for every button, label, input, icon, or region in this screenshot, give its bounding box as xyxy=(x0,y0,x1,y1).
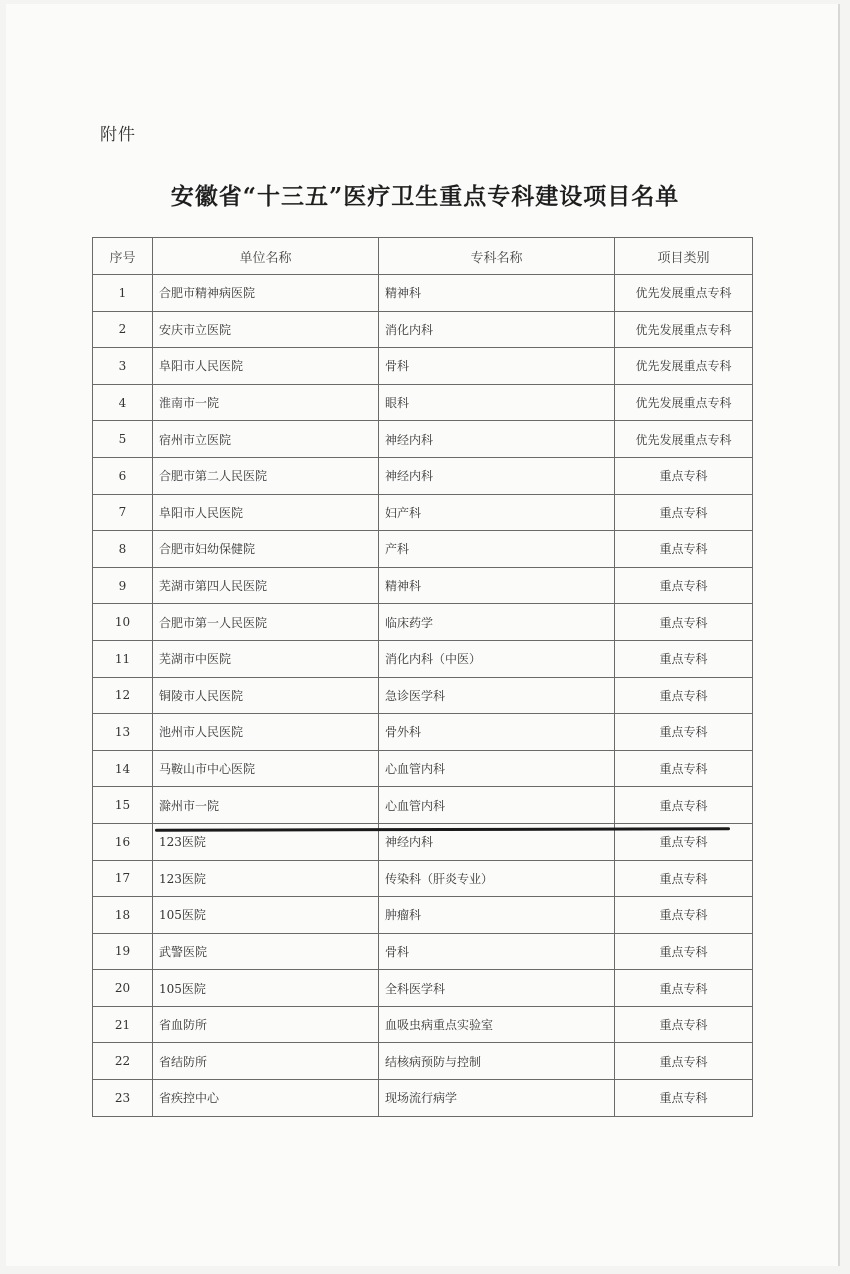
category-cell: 重点专科 xyxy=(615,750,753,787)
category-cell: 重点专科 xyxy=(615,1080,753,1117)
unit-name-cell: 省疾控中心 xyxy=(153,1080,379,1117)
table-row xyxy=(93,311,753,348)
category-cell: 重点专科 xyxy=(615,970,753,1007)
row-index: 6 xyxy=(93,457,153,494)
specialty-cell: 眼科 xyxy=(379,384,615,421)
table-row xyxy=(93,787,753,824)
row-index: 1 xyxy=(93,275,153,312)
row-index: 19 xyxy=(93,933,153,970)
specialty-cell: 心血管内科 xyxy=(379,787,615,824)
table-row xyxy=(93,714,753,751)
row-index: 2 xyxy=(93,311,153,348)
category-cell: 重点专科 xyxy=(615,604,753,641)
specialty-cell: 急诊医学科 xyxy=(379,677,615,714)
unit-name-cell: 阜阳市人民医院 xyxy=(153,494,379,531)
table-row xyxy=(93,933,753,970)
row-index: 15 xyxy=(93,787,153,824)
table-row xyxy=(93,348,753,385)
table-header-row xyxy=(93,238,753,275)
category-cell: 优先发展重点专科 xyxy=(615,421,753,458)
specialty-cell: 全科医学科 xyxy=(379,970,615,1007)
unit-name-cell: 105医院 xyxy=(153,897,379,934)
category-cell: 重点专科 xyxy=(615,457,753,494)
unit-name-cell: 合肥市第二人民医院 xyxy=(153,457,379,494)
row-index: 10 xyxy=(93,604,153,641)
row-index: 13 xyxy=(93,714,153,751)
table-row xyxy=(93,640,753,677)
row-index: 5 xyxy=(93,421,153,458)
project-list-table xyxy=(92,237,753,1117)
row-index: 12 xyxy=(93,677,153,714)
table-row xyxy=(93,750,753,787)
specialty-cell: 消化内科 xyxy=(379,311,615,348)
unit-name-cell: 合肥市精神病医院 xyxy=(153,275,379,312)
specialty-cell: 精神科 xyxy=(379,275,615,312)
specialty-cell: 临床药学 xyxy=(379,604,615,641)
category-cell: 重点专科 xyxy=(615,714,753,751)
unit-name-cell: 池州市人民医院 xyxy=(153,714,379,751)
category-cell: 重点专科 xyxy=(615,677,753,714)
document-title: 安徽省“十三五”医疗卫生重点专科建设项目名单 xyxy=(170,183,680,210)
table-row xyxy=(93,1043,753,1080)
category-cell: 重点专科 xyxy=(615,897,753,934)
header-project-category: 项目类别 xyxy=(615,238,753,275)
specialty-cell: 结核病预防与控制 xyxy=(379,1043,615,1080)
table-row xyxy=(93,384,753,421)
row-index: 8 xyxy=(93,531,153,568)
unit-name-cell: 芜湖市第四人民医院 xyxy=(153,567,379,604)
category-cell: 重点专科 xyxy=(615,1043,753,1080)
table-row xyxy=(93,494,753,531)
category-cell: 优先发展重点专科 xyxy=(615,384,753,421)
row-index: 17 xyxy=(93,860,153,897)
unit-name-cell: 105医院 xyxy=(153,970,379,1007)
specialty-cell: 妇产科 xyxy=(379,494,615,531)
unit-name-cell: 芜湖市中医院 xyxy=(153,640,379,677)
specialty-cell: 神经内科 xyxy=(379,421,615,458)
specialty-cell: 肿瘤科 xyxy=(379,897,615,934)
table-row xyxy=(93,531,753,568)
row-index: 21 xyxy=(93,1006,153,1043)
unit-name-cell: 滁州市一院 xyxy=(153,787,379,824)
header-unit-name: 单位名称 xyxy=(153,238,379,275)
category-cell: 重点专科 xyxy=(615,567,753,604)
category-cell: 重点专科 xyxy=(615,494,753,531)
category-cell: 优先发展重点专科 xyxy=(615,311,753,348)
specialty-cell: 精神科 xyxy=(379,567,615,604)
table-row xyxy=(93,860,753,897)
table-row xyxy=(93,1006,753,1043)
unit-name-cell: 合肥市第一人民医院 xyxy=(153,604,379,641)
table-row xyxy=(93,897,753,934)
row-index: 9 xyxy=(93,567,153,604)
category-cell: 重点专科 xyxy=(615,1006,753,1043)
row-index: 20 xyxy=(93,970,153,1007)
specialty-cell: 心血管内科 xyxy=(379,750,615,787)
unit-name-cell: 铜陵市人民医院 xyxy=(153,677,379,714)
specialty-cell: 骨科 xyxy=(379,348,615,385)
unit-name-cell: 123医院 xyxy=(153,860,379,897)
table-row xyxy=(93,567,753,604)
unit-name-cell: 马鞍山市中心医院 xyxy=(153,750,379,787)
row-index: 3 xyxy=(93,348,153,385)
row-index: 14 xyxy=(93,750,153,787)
table-row xyxy=(93,604,753,641)
specialty-cell: 神经内科 xyxy=(379,823,615,860)
specialty-cell: 传染科（肝炎专业） xyxy=(379,860,615,897)
unit-name-cell: 淮南市一院 xyxy=(153,384,379,421)
specialty-cell: 消化内科（中医） xyxy=(379,640,615,677)
specialty-cell: 产科 xyxy=(379,531,615,568)
category-cell: 重点专科 xyxy=(615,531,753,568)
specialty-cell: 神经内科 xyxy=(379,457,615,494)
table-row xyxy=(93,421,753,458)
unit-name-cell: 阜阳市人民医院 xyxy=(153,348,379,385)
category-cell: 重点专科 xyxy=(615,787,753,824)
table-row xyxy=(93,275,753,312)
row-index: 22 xyxy=(93,1043,153,1080)
table-row xyxy=(93,457,753,494)
header-index: 序号 xyxy=(93,238,153,275)
category-cell: 重点专科 xyxy=(615,640,753,677)
row-index: 23 xyxy=(93,1080,153,1117)
row-index: 18 xyxy=(93,897,153,934)
category-cell: 重点专科 xyxy=(615,933,753,970)
row-index: 4 xyxy=(93,384,153,421)
category-cell: 优先发展重点专科 xyxy=(615,348,753,385)
specialty-cell: 骨科 xyxy=(379,933,615,970)
table-row xyxy=(93,1080,753,1117)
category-cell: 重点专科 xyxy=(615,860,753,897)
unit-name-cell: 合肥市妇幼保健院 xyxy=(153,531,379,568)
unit-name-cell: 宿州市立医院 xyxy=(153,421,379,458)
unit-name-cell: 武警医院 xyxy=(153,933,379,970)
attachment-label: 附件 xyxy=(100,125,136,145)
unit-name-cell: 省结防所 xyxy=(153,1043,379,1080)
specialty-cell: 现场流行病学 xyxy=(379,1080,615,1117)
row-index: 11 xyxy=(93,640,153,677)
table-row xyxy=(93,677,753,714)
specialty-cell: 血吸虫病重点实验室 xyxy=(379,1006,615,1043)
row-index: 16 xyxy=(93,823,153,860)
unit-name-cell: 123医院 xyxy=(153,823,379,860)
category-cell: 优先发展重点专科 xyxy=(615,275,753,312)
category-cell: 重点专科 xyxy=(615,823,753,860)
unit-name-cell: 安庆市立医院 xyxy=(153,311,379,348)
unit-name-cell: 省血防所 xyxy=(153,1006,379,1043)
header-specialty-name: 专科名称 xyxy=(379,238,615,275)
table-row xyxy=(93,970,753,1007)
row-index: 7 xyxy=(93,494,153,531)
specialty-cell: 骨外科 xyxy=(379,714,615,751)
